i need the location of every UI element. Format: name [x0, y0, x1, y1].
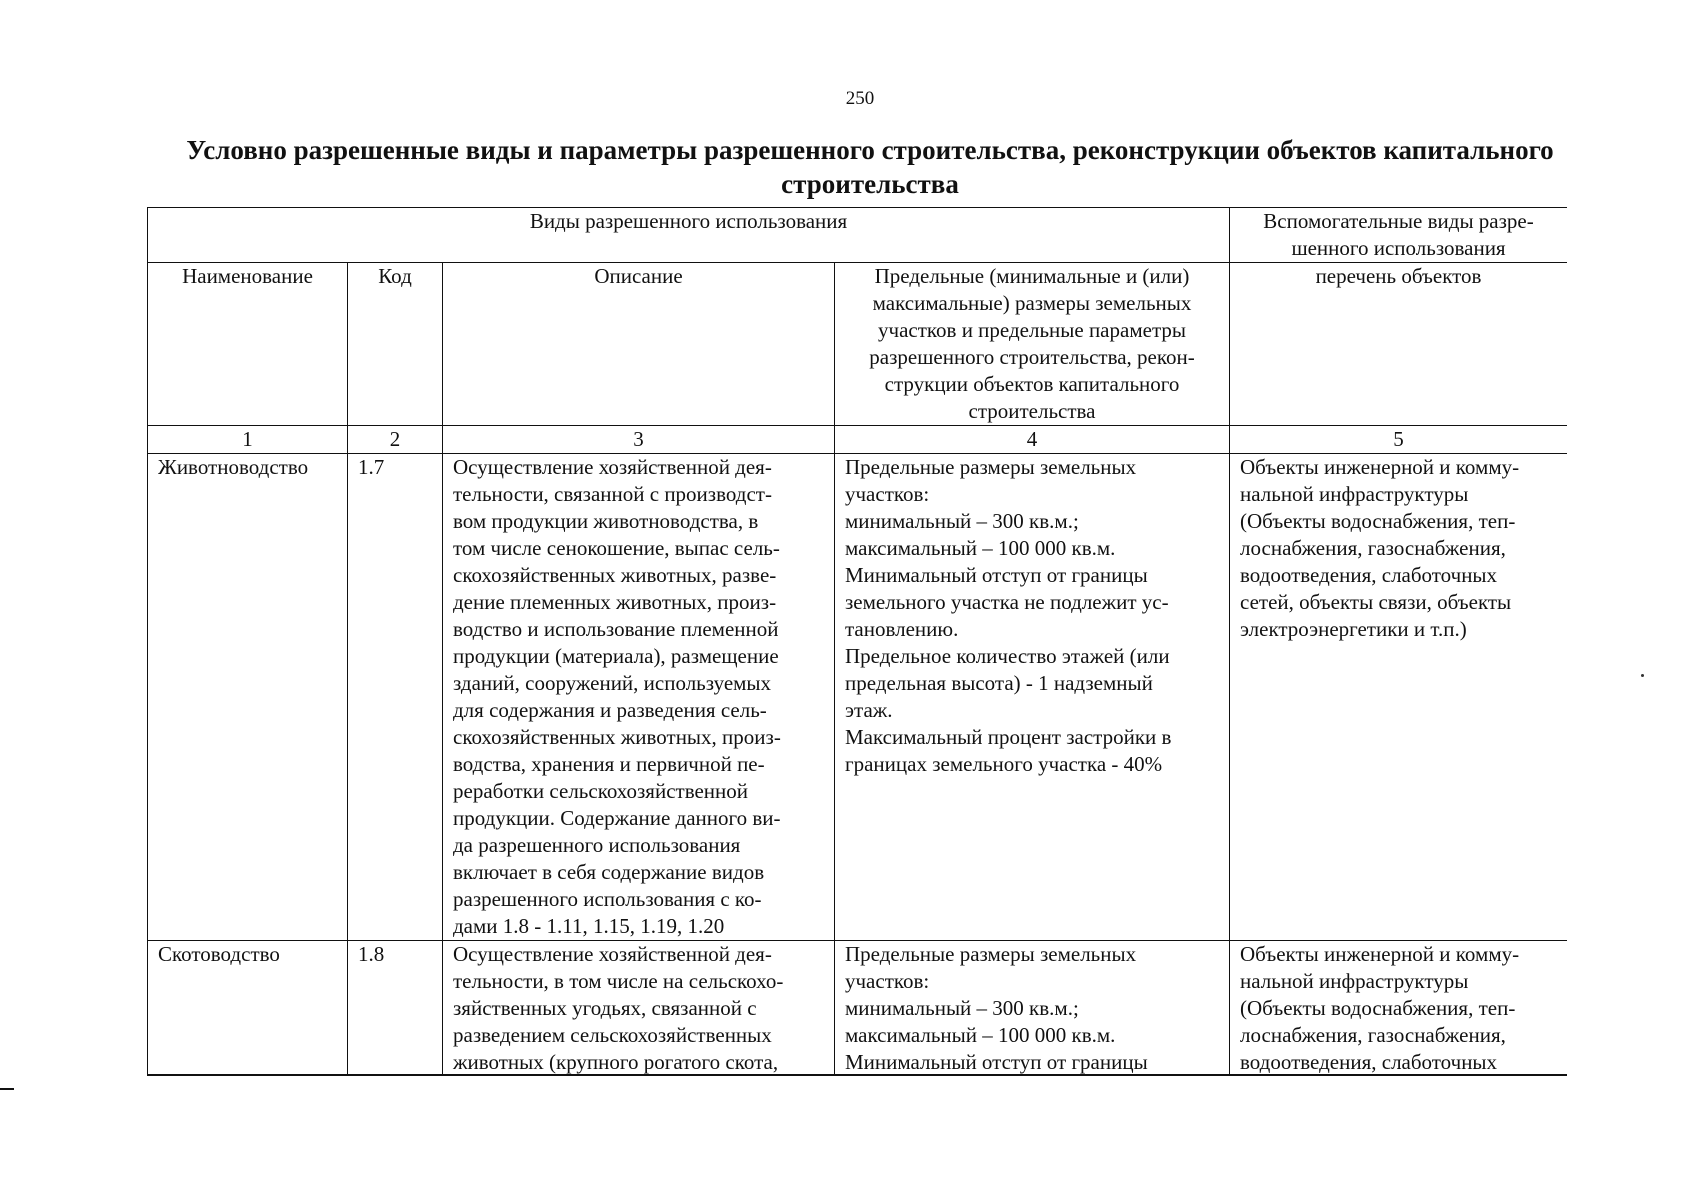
- scan-edge-mark: [0, 1088, 14, 1090]
- cell-description: Осуществление хозяйственной дея- тельности, связанной с производст- вом продукции животноводства, в том числе сенокошение, выпас сель- скохозяйственных животных, разве- дение племенных животных, произ- водство и использование племенной продукции (материала), размещение зданий, сооружений, используемых для содержания и разведения сель- скохозяйственных животных, произ- водства, хранения и первичной пе- реработки сельскохозяйственной продукции. Содержание данного ви- да разрешенного использования включает в себя содержание видов разрешенного использования с ко- дами 1.8 - 1.11, 1.15, 1.19, 1.20: [443, 454, 835, 941]
- column-header-name: Наименование: [148, 263, 348, 426]
- group-header-main-use: Виды разрешенного использования: [148, 208, 1230, 263]
- cell-name: Скотоводство: [148, 941, 348, 1077]
- table-column-header-row: [148, 263, 1568, 426]
- cell-limits: Предельные размеры земельных участков: минимальный – 300 кв.м.; максимальный – 100 000 кв.м. Минимальный отступ от границы: [835, 941, 1230, 1077]
- group-header-auxiliary-use: Вспомогательные виды разре- шенного использования: [1230, 208, 1567, 263]
- column-header-code: Код: [348, 263, 443, 426]
- column-number-5: 5: [1230, 426, 1567, 454]
- scan-artifact-dot: [1641, 674, 1644, 677]
- cell-code: 1.8: [348, 941, 443, 1077]
- table-container: [147, 207, 1567, 1076]
- column-header-description: Описание: [443, 263, 835, 426]
- column-number-2: 2: [348, 426, 443, 454]
- column-header-objects: перечень объектов: [1230, 263, 1567, 426]
- cell-name: Животноводство: [148, 454, 348, 941]
- column-number-4: 4: [835, 426, 1230, 454]
- table-row: [148, 454, 1568, 941]
- column-number-3: 3: [443, 426, 835, 454]
- document-title: Условно разрешенные виды и параметры разрешенного строительства, реконструкции объектов капитального строительства: [186, 135, 1554, 199]
- table-column-number-row: [148, 426, 1568, 454]
- table-group-header-row: [148, 208, 1568, 263]
- column-header-limits: Предельные (минимальные и (или) максимальные) размеры земельных участков и предельные параметры разрешенного строительства, рекон- струкции объектов капитального строительства: [835, 263, 1230, 426]
- cell-code: 1.7: [348, 454, 443, 941]
- column-number-1: 1: [148, 426, 348, 454]
- cell-limits: Предельные размеры земельных участков: минимальный – 300 кв.м.; максимальный – 100 000 кв.м. Минимальный отступ от границы земельного участка не подлежит ус- тановлению. Предельное количество этажей (или предельная высота) - 1 надземный этаж. Максимальный процент застройки в границах земельного участка - 40%: [835, 454, 1230, 941]
- page-number: 250: [845, 88, 875, 109]
- permitted-use-table: [147, 207, 1567, 1076]
- cell-objects: Объекты инженерной и комму- нальной инфраструктуры (Объекты водоснабжения, теп- лоснабжения, газоснабжения, водоотведения, слаботочных: [1230, 941, 1567, 1077]
- cell-objects: Объекты инженерной и комму- нальной инфраструктуры (Объекты водоснабжения, теп- лоснабжения, газоснабжения, водоотведения, слаботочных сетей, объекты связи, объекты электроэнергетики и т.п.): [1230, 454, 1567, 941]
- table-row: [148, 941, 1568, 1077]
- cell-description: Осуществление хозяйственной дея- тельности, в том числе на сельскохо- зяйственных угодьях, связанной с разведением сельскохозяйственных животных (крупного рогатого скота,: [443, 941, 835, 1077]
